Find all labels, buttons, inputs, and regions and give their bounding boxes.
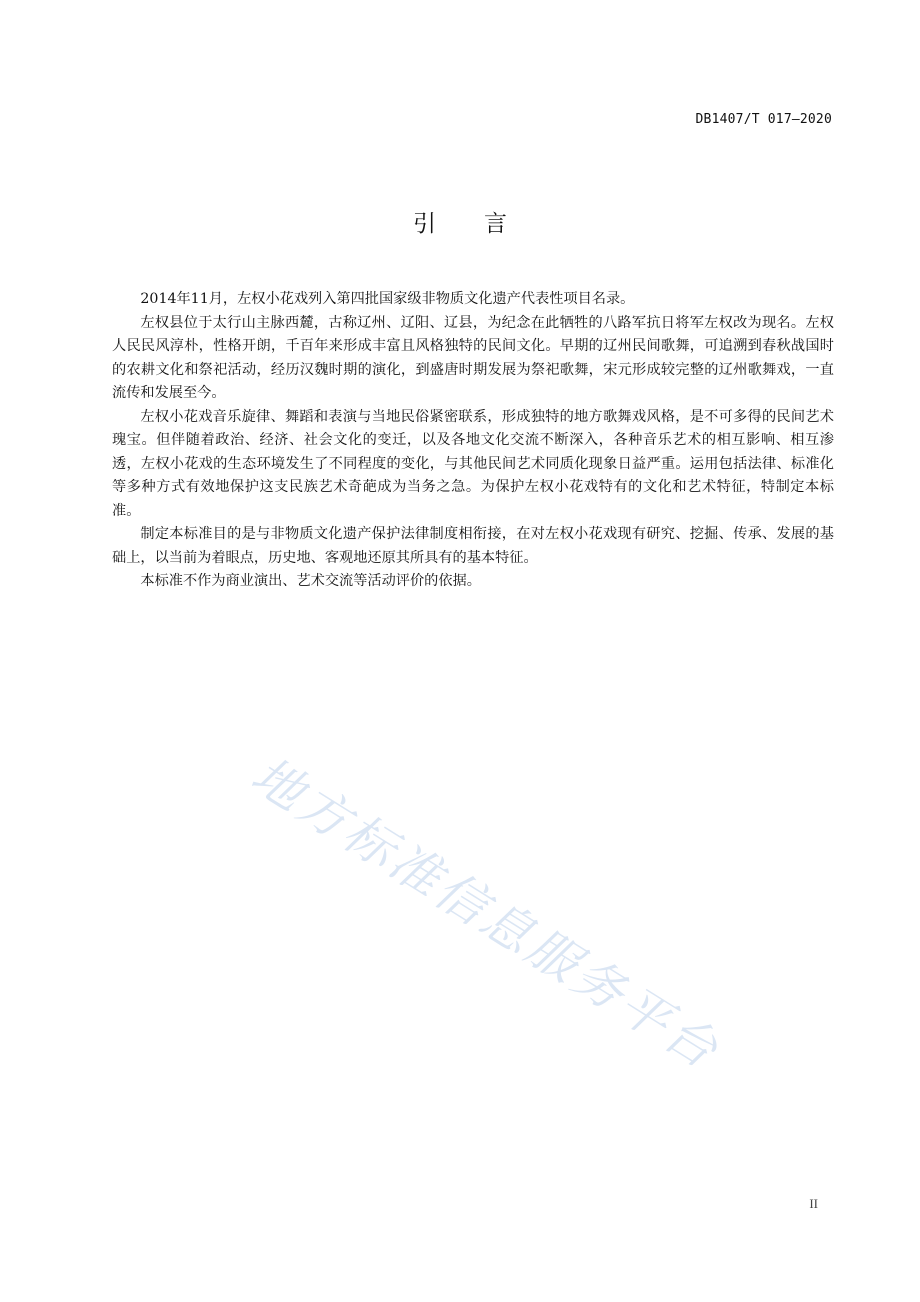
page-number: II bbox=[809, 1196, 818, 1211]
paragraph: 本标准不作为商业演出、艺术交流等活动评价的依据。 bbox=[140, 573, 481, 589]
watermark: 地方标准信息服务平台 bbox=[241, 745, 731, 1082]
paragraph: 左权县位于太行山主脉西麓，古称辽州、辽阳、辽县，为纪念在此牺牲的八路军抗日将军左权改为现名。左权人民民风淳朴，性格开朗，千百年来形成丰富且风格独特的民间文化。早期的辽州民间歌舞，可追溯到春秋战国时的农耕文化和祭祀活动，经历汉魏时期的演化，到盛唐时期发展为祭祀歌舞，宋元形成较完整的辽州歌舞戏，一直流传和发展至今。 bbox=[112, 314, 834, 401]
paragraph: 制定本标准目的是与非物质文化遗产保护法律制度相衔接，在对左权小花戏现有研究、挖掘、传承、发展的基础上，以当前为着眼点，历史地、客观地还原其所具有的基本特征。 bbox=[112, 526, 834, 566]
paragraph: 左权小花戏音乐旋律、舞蹈和表演与当地民俗紧密联系，形成独特的地方歌舞戏风格，是不可多得的民间艺术瑰宝。但伴随着政治、经济、社会文化的变迁，以及各地文化交流不断深入，各种音乐艺术的相互影响、相互渗透，左权小花戏的生态环境发生了不同程度的变化，与其他民间艺术同质化现象日益严重。运用包括法律、标准化等多种方式有效地保护这支民族艺术奇葩成为当务之急。为保护左权小花戏特有的文化和艺术特征，特制定本标准。 bbox=[112, 408, 834, 519]
section-title: 引言 bbox=[413, 211, 555, 237]
paragraph: 2014年11月，左权小花戏列入第四批国家级非物质文化遗产代表性项目名录。 bbox=[140, 291, 635, 307]
document-code: DB1407/T 017—2020 bbox=[695, 112, 832, 127]
body-text bbox=[112, 288, 834, 594]
